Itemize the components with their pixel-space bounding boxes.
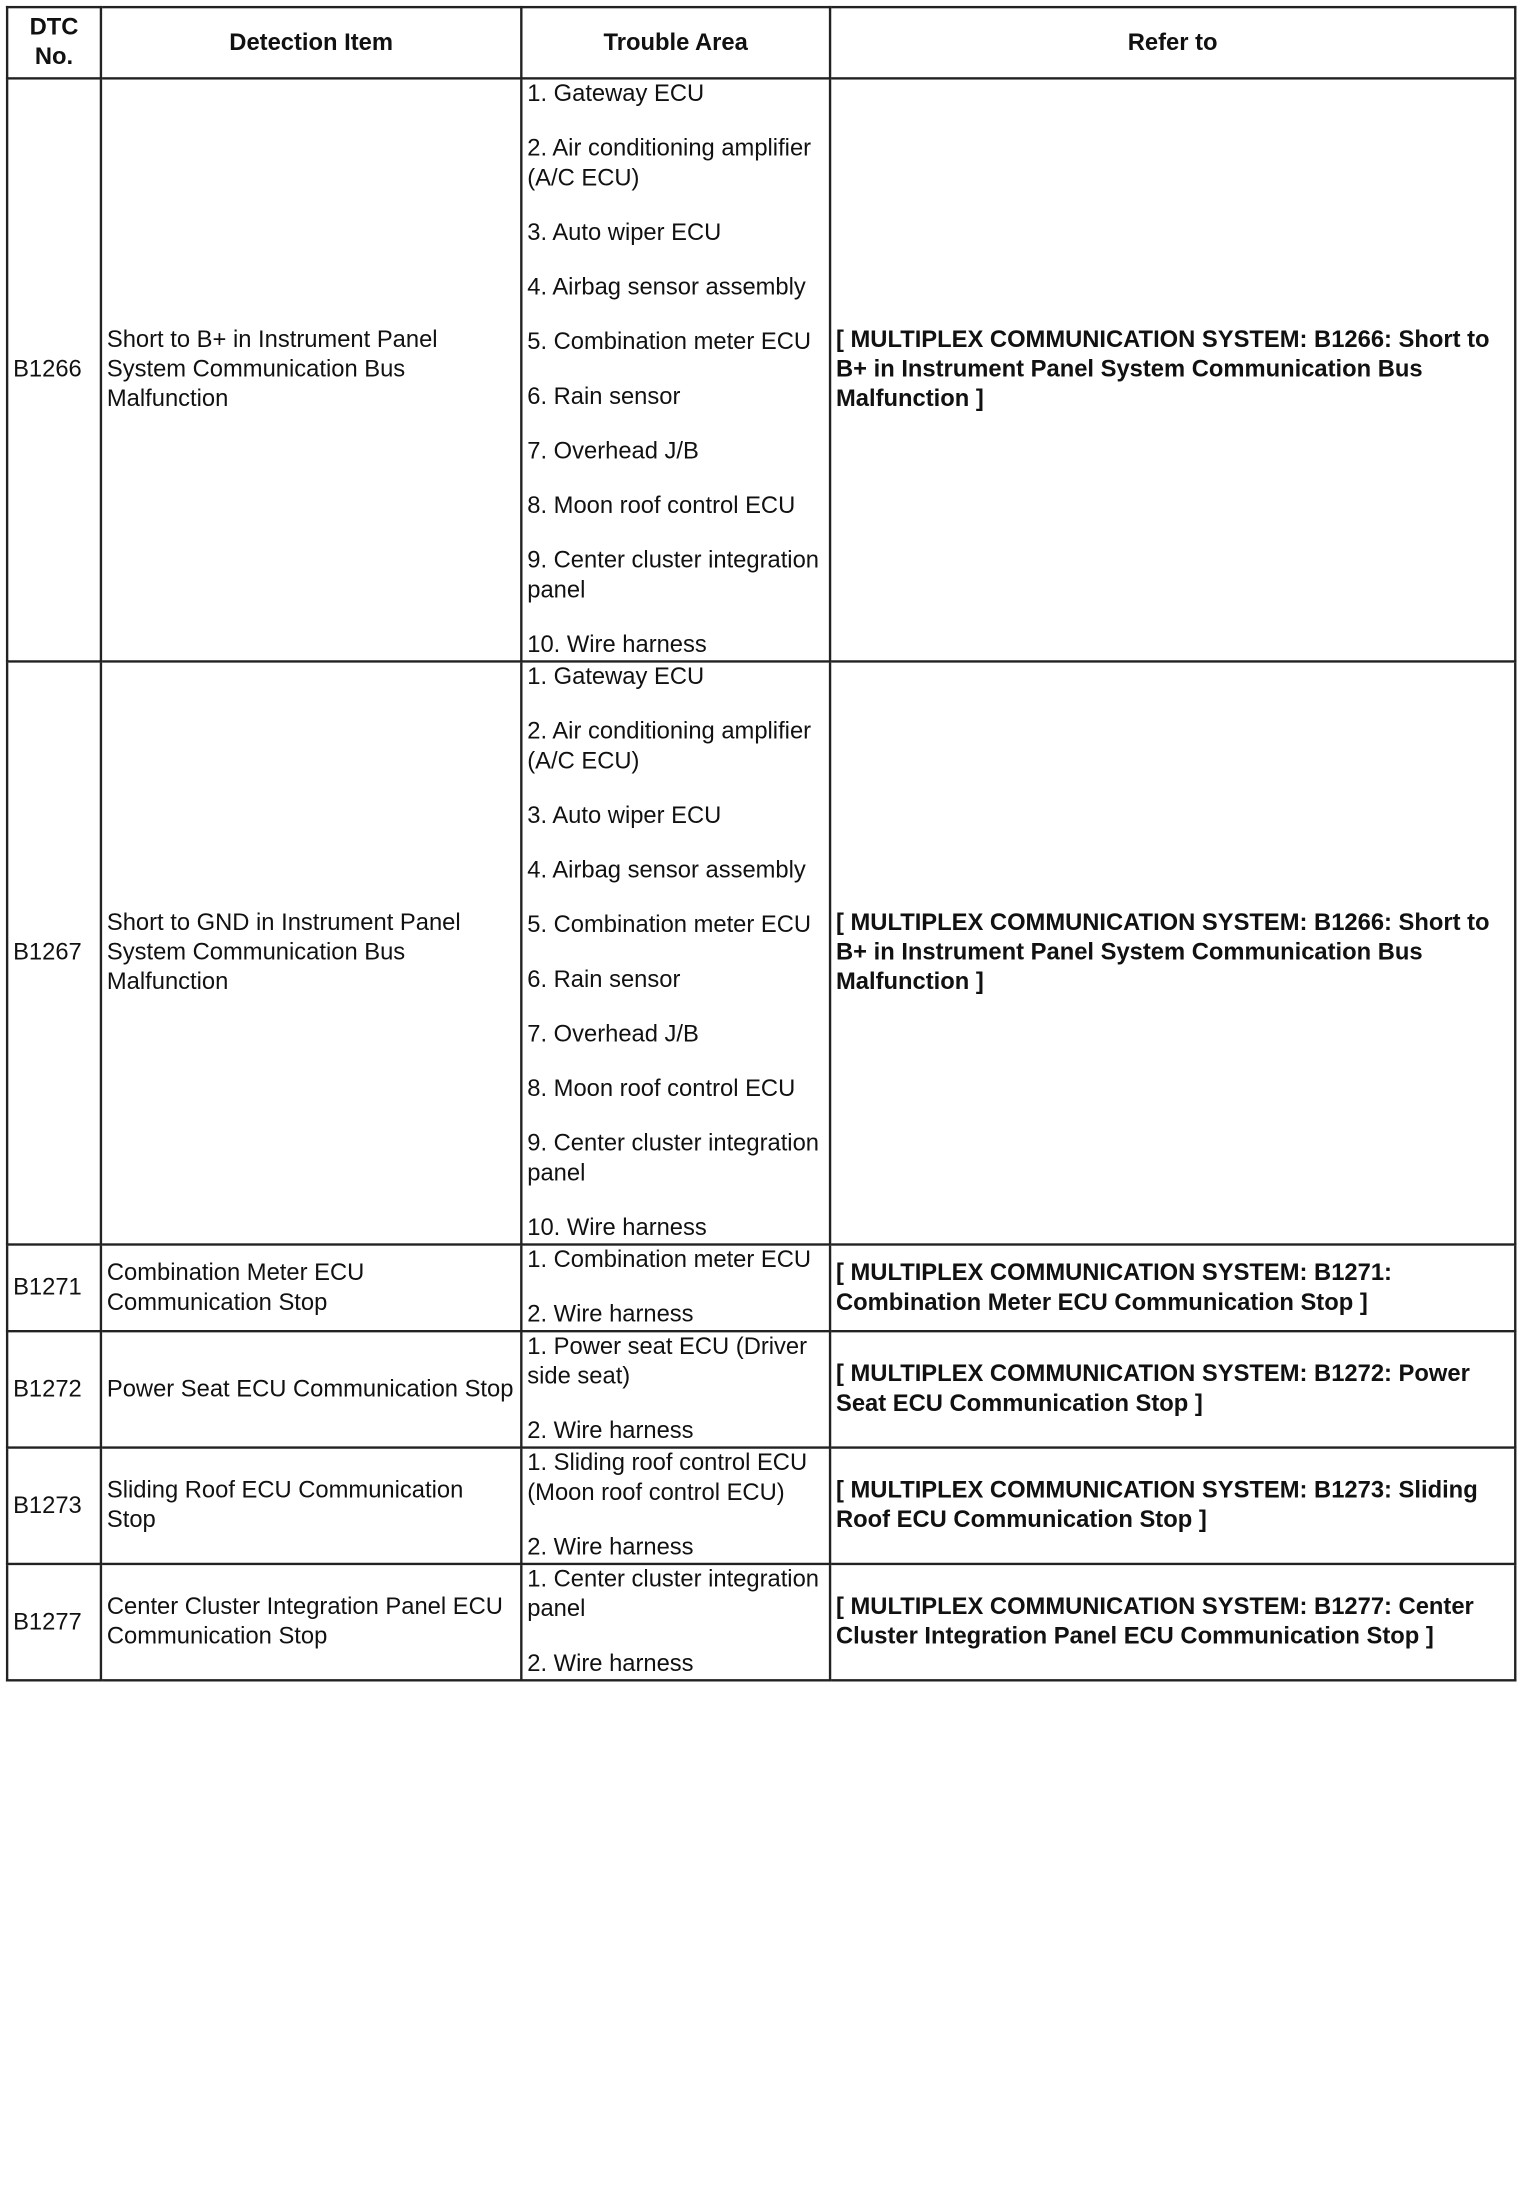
trouble-area-item: 1. Power seat ECU (Driver side seat) <box>527 1333 808 1390</box>
detection-item: Sliding Roof ECU Communication Stop <box>101 1448 521 1564</box>
trouble-area-item: 9. Center cluster integration panel <box>527 1130 820 1187</box>
dtc-code: B1277 <box>7 1564 101 1680</box>
trouble-area-item: 5. Combination meter ECU <box>527 328 812 356</box>
trouble-area-item: 7. Overhead J/B <box>527 438 699 465</box>
header-trouble-area: Trouble Area <box>521 7 830 78</box>
dtc-code: B1267 <box>7 661 101 1244</box>
trouble-area-item: 1. Combination meter ECU <box>527 1246 812 1273</box>
refer-to-link[interactable]: [ MULTIPLEX COMMUNICATION SYSTEM: B1277: Center Cluster Integration Panel ECU Communication Stop ] <box>830 1564 1515 1680</box>
dtc-code: B1273 <box>7 1448 101 1564</box>
trouble-area-item: 4. Airbag sensor assembly <box>527 857 806 884</box>
dtc-code: B1272 <box>7 1331 101 1447</box>
refer-to-link[interactable]: [ MULTIPLEX COMMUNICATION SYSTEM: B1273: Sliding Roof ECU Communication Stop ] <box>830 1448 1515 1564</box>
detection-item: Short to GND in Instrument Panel System Communication Bus Malfunction <box>101 661 521 1244</box>
trouble-area-item: 2. Air conditioning amplifier (A/C ECU) <box>527 135 812 192</box>
header-refer-to: Refer to <box>830 7 1515 78</box>
trouble-area <box>521 1448 830 1564</box>
trouble-area <box>521 1245 830 1332</box>
detection-item: Short to B+ in Instrument Panel System Communication Bus Malfunction <box>101 78 521 661</box>
dtc-code: B1266 <box>7 78 101 661</box>
detection-item: Combination Meter ECU Communication Stop <box>101 1245 521 1332</box>
trouble-area-item: 10. Wire harness <box>527 631 707 658</box>
table-row <box>7 1331 1515 1447</box>
detection-item: Center Cluster Integration Panel ECU Communication Stop <box>101 1564 521 1680</box>
table-row <box>7 661 1515 1244</box>
table-row <box>7 78 1515 661</box>
trouble-area-item: 2. Wire harness <box>527 1534 694 1561</box>
refer-to-link[interactable]: [ MULTIPLEX COMMUNICATION SYSTEM: B1266: Short to B+ in Instrument Panel System Communication Bus Malfunction ] <box>830 661 1515 1244</box>
trouble-area <box>521 1331 830 1447</box>
header-dtc-no: DTC No. <box>7 7 101 78</box>
trouble-area-item: 6. Rain sensor <box>527 383 681 410</box>
refer-to-link[interactable]: [ MULTIPLEX COMMUNICATION SYSTEM: B1271: Combination Meter ECU Communication Stop ] <box>830 1245 1515 1332</box>
trouble-area-item: 6. Rain sensor <box>527 966 681 993</box>
trouble-area-item: 2. Wire harness <box>527 1417 694 1444</box>
table-row <box>7 1448 1515 1564</box>
trouble-area-item: 2. Wire harness <box>527 1301 694 1328</box>
trouble-area-item: 5. Combination meter ECU <box>527 912 812 939</box>
trouble-area <box>521 1564 830 1680</box>
trouble-area-item: 8. Moon roof control ECU <box>527 492 796 519</box>
dtc-table <box>6 6 1517 1682</box>
dtc-code: B1271 <box>7 1245 101 1332</box>
table-row <box>7 1245 1515 1332</box>
trouble-area-item: 1. Center cluster integration panel <box>527 1566 820 1623</box>
trouble-area-item: 7. Overhead J/B <box>527 1021 699 1048</box>
refer-to-link[interactable]: [ MULTIPLEX COMMUNICATION SYSTEM: B1272: Power Seat ECU Communication Stop ] <box>830 1331 1515 1447</box>
table-header-row <box>7 7 1515 78</box>
header-detection-item: Detection Item <box>101 7 521 78</box>
trouble-area-item: 3. Auto wiper ECU <box>527 802 722 829</box>
refer-to-link[interactable]: [ MULTIPLEX COMMUNICATION SYSTEM: B1266: Short to B+ in Instrument Panel System Communication Bus Malfunction ] <box>830 78 1515 661</box>
trouble-area-item: 1. Gateway ECU <box>527 80 705 107</box>
table-row <box>7 1564 1515 1680</box>
trouble-area-item: 1. Sliding roof control ECU (Moon roof control ECU) <box>527 1449 808 1506</box>
trouble-area-item: 3. Auto wiper ECU <box>527 219 722 246</box>
trouble-area-item: 9. Center cluster integration panel <box>527 547 820 604</box>
trouble-area-item: 4. Airbag sensor assembly <box>527 274 806 301</box>
trouble-area <box>521 78 830 661</box>
trouble-area-item: 2. Air conditioning amplifier (A/C ECU) <box>527 718 812 775</box>
trouble-area <box>521 661 830 1244</box>
detection-item: Power Seat ECU Communication Stop <box>101 1331 521 1447</box>
trouble-area-item: 2. Wire harness <box>527 1650 694 1677</box>
trouble-area-item: 10. Wire harness <box>527 1214 707 1241</box>
trouble-area-item: 8. Moon roof control ECU <box>527 1075 796 1102</box>
trouble-area-item: 1. Gateway ECU <box>527 663 705 690</box>
